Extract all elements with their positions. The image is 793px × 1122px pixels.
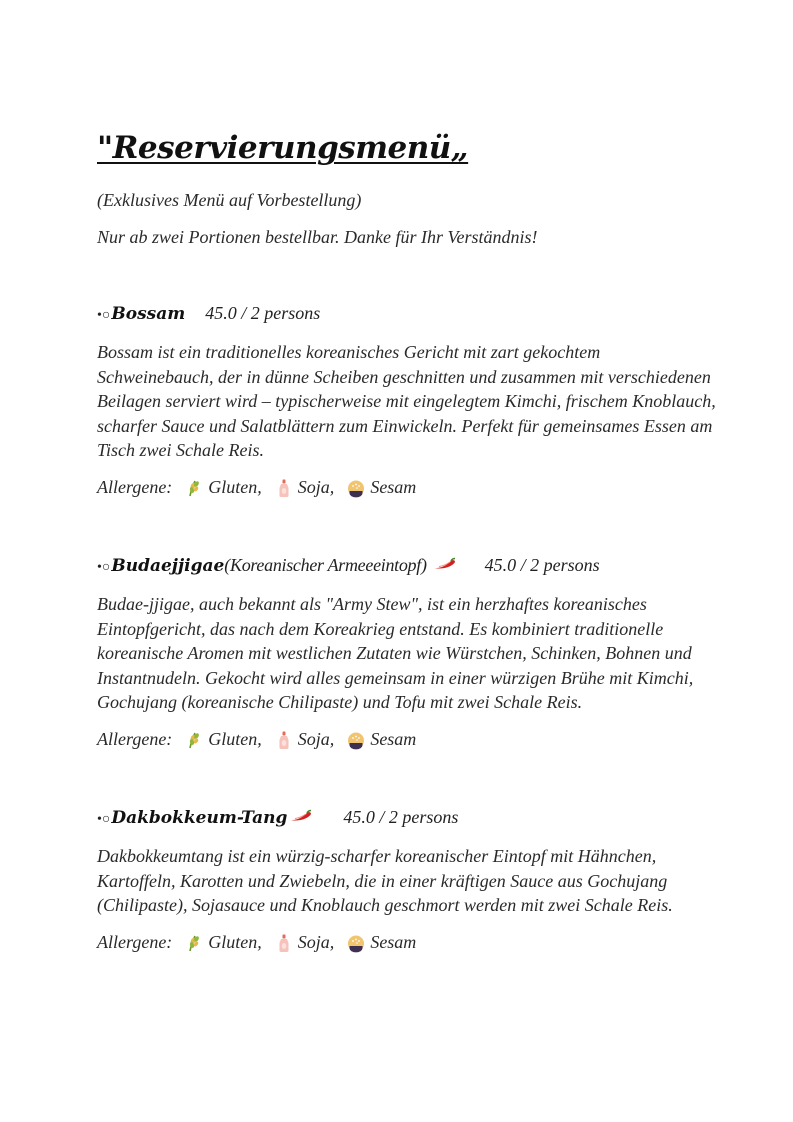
dish-name: Bossam — [111, 304, 186, 324]
chili-pepper-icon — [431, 555, 457, 569]
allergen-label-soja: Soja, — [297, 729, 335, 749]
wheat-icon — [184, 933, 204, 953]
soy-bottle-icon — [274, 933, 294, 953]
portion-notice: Nur ab zwei Portionen bestellbar. Danke für Ihr Verständnis! — [97, 227, 538, 247]
sesame-rice-ball-icon — [346, 730, 366, 750]
allergens-label: Allergene: — [97, 477, 173, 497]
bullet-mark: •○ — [97, 560, 111, 575]
bullet-mark: •○ — [97, 812, 111, 827]
dish-description: Budae-jjigae, auch bekannt als "Army Stew", ist ein herzhaftes koreanisches Eintopfgericht, das nach dem Koreakrieg entstand. Es kombiniert traditionelle koreanische Aromen mit westlichen Zutaten wie Würstchen, Schinken, Bohnen und Instantnudeln. Gekocht wird alles gemeinsam in einer würzigen Brühe mit Kimchi, Gochujang (koreanische Chilipaste) und Tofu mit zwei Schale Reis. — [97, 594, 694, 712]
allergen-label-gluten: Gluten, — [208, 729, 262, 749]
dish-heading-budaejjigae — [97, 555, 600, 576]
page-title: "Reservierungsmenü„ — [97, 130, 469, 166]
allergen-label-soja: Soja, — [297, 477, 335, 497]
dish-price: 45.0 / 2 persons — [343, 807, 459, 827]
allergens-label: Allergene: — [97, 729, 173, 749]
allergens-label: Allergene: — [97, 932, 173, 952]
dish-description: Bossam ist ein traditionelles koreanisches Gericht mit zart gekochtem Schweinebauch, der in dünne Scheiben geschnitten und zusammen mit verschiedenen Beilagen serviert wird – typischerweise mit eingelegtem Kimchi, frischem Knoblauch, scharfer Sauce und Salatblättern zum Einwickeln. Perfekt für gemeinsames Essen am Tisch zwei Schale Reis. — [97, 342, 716, 460]
soy-bottle-icon — [274, 730, 294, 750]
chili-pepper-icon — [287, 807, 313, 821]
dish-price: 45.0 / 2 persons — [484, 555, 600, 575]
wheat-icon — [184, 478, 204, 498]
bullet-mark: •○ — [97, 308, 111, 323]
sesame-rice-ball-icon — [346, 478, 366, 498]
allergen-label-sesam: Sesam — [370, 932, 417, 952]
allergen-line — [97, 729, 416, 750]
dish-name: Dakbokkeum-Tang — [111, 808, 288, 828]
allergen-label-gluten: Gluten, — [208, 932, 262, 952]
allergen-label-sesam: Sesam — [370, 477, 417, 497]
soy-bottle-icon — [274, 478, 294, 498]
allergen-label-sesam: Sesam — [370, 729, 417, 749]
dish-subtitle: (Koreanischer Armeeeintopf) — [224, 555, 427, 575]
allergen-label-gluten: Gluten, — [208, 477, 262, 497]
dish-heading-dakbokkeum-tang — [97, 807, 458, 828]
dish-description: Dakbokkeumtang ist ein würzig-scharfer koreanischer Eintopf mit Hähnchen, Kartoffeln, Karotten und Zwiebeln, die in einer kräftigen Sauce aus Gochujang (Chilipaste), Sojasauce und Knoblauch geschmort werden mit zwei Schale Reis. — [97, 846, 673, 915]
wheat-icon — [184, 730, 204, 750]
sesame-rice-ball-icon — [346, 933, 366, 953]
allergen-line — [97, 477, 416, 498]
dish-price: 45.0 / 2 persons — [205, 303, 321, 323]
dish-name: Budaejjigae — [111, 556, 225, 576]
dish-heading-bossam — [97, 303, 320, 324]
allergen-line — [97, 932, 416, 953]
menu-subtitle: (Exklusives Menü auf Vorbestellung) — [97, 190, 362, 210]
allergen-label-soja: Soja, — [297, 932, 335, 952]
